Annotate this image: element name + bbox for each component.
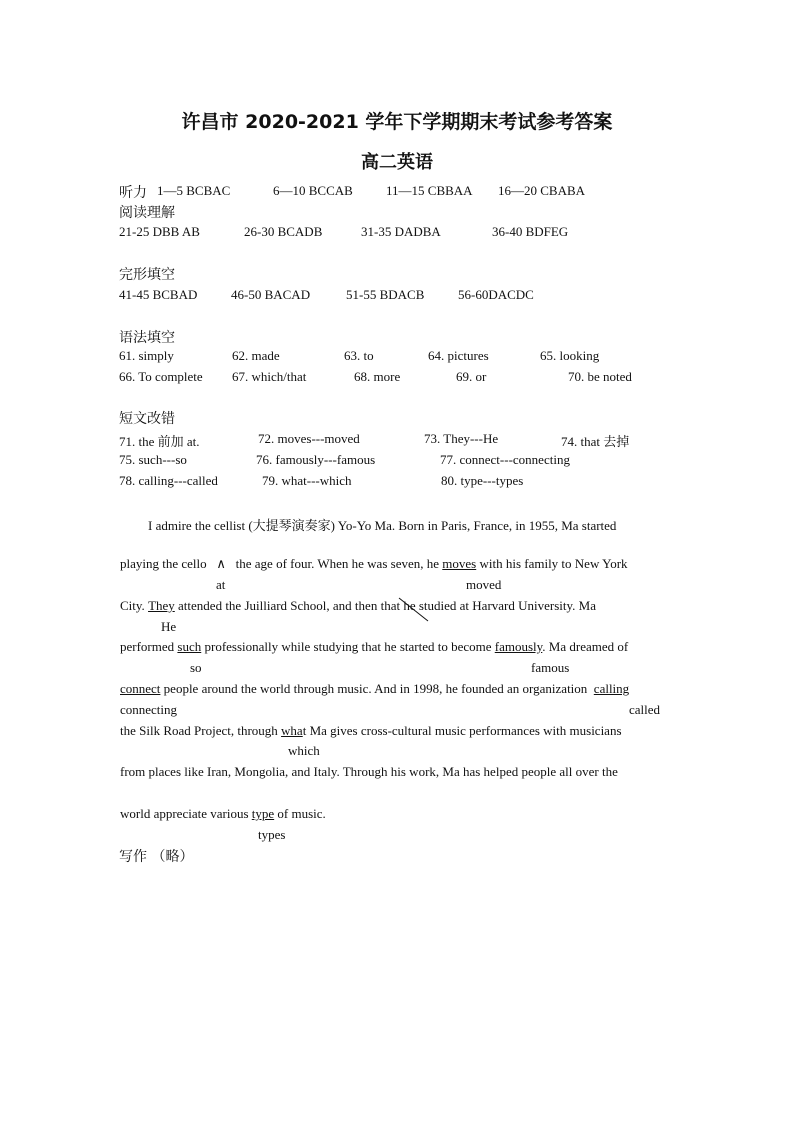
correction-answer: 78. calling---called [119,473,218,488]
error-word: connect [120,681,161,696]
correction-answer: 76. famously---famous [256,452,376,467]
grammar-answer: 64. pictures [428,348,489,363]
grammar-answer: 63. to [344,348,374,363]
cloze-answer: 46-50 BACAD [231,287,311,302]
insert-caret: ∧ [216,556,226,571]
grammar-answer: 66. To complete [119,369,203,384]
cloze-answer: 56-60DACDC [458,287,534,302]
passage-line: world appreciate various type of music. [120,806,326,821]
passage-line: from places like Iran, Mongolia, and Italy. Through his work, Ma has helped people all over the [120,764,618,779]
page-title: 许昌市 2020-2021 学年下学期期末考试参考答案 [181,111,613,133]
listening-answer: 6—10 BCCAB [273,183,353,198]
reading-answer: 21-25 DBB AB [119,224,200,239]
delete-slash-icon [396,596,432,624]
error-word: They [148,598,175,613]
listening-answer: 16—20 CBABA [498,183,586,198]
correction-word: types [258,827,286,842]
correction-answer: 74. that 去掉 [561,434,630,449]
passage-line: City. They attended the Juilliard School, and then that he studied at Harvard University. Ma [120,598,596,613]
correction-word: so [190,660,202,675]
correction-word: connecting [120,702,178,717]
deleted-word: that [380,598,401,613]
correction-answer: 72. moves---moved [258,431,360,446]
correction-word: famous [531,660,570,675]
correction-word: at [216,577,226,592]
grammar-answer: 69. or [456,369,487,384]
error-word: famously [494,639,543,654]
grammar-answer: 67. which/that [232,369,307,384]
passage-line: performed such professionally while studying that he started to become famously. Ma dreamed of [120,639,629,654]
correction-label: 短文改错 [119,411,175,427]
grammar-answer: 68. more [354,369,401,384]
passage-line: playing the cello ∧ the age of four. When he was seven, he moves with his family to New York [120,556,628,571]
reading-answer: 31-35 DADBA [361,224,441,239]
reading-answer: 36-40 BDFEG [492,224,569,239]
listening-answer: 11—15 CBBAA [386,183,473,198]
error-word: calling [593,681,630,696]
listening-answer: 1—5 BCBAC [157,183,231,198]
error-word: moves [442,556,477,571]
correction-word: moved [466,577,502,592]
correction-word: which [288,743,320,758]
correction-answer: 80. type---types [441,473,524,488]
error-word: type [251,806,275,821]
grammar-answer: 70. be noted [568,369,632,384]
page-subtitle: 高二英语 [361,152,433,173]
correction-answer: 73. They---He [424,431,499,446]
reading-answer: 26-30 BCADB [244,224,323,239]
correction-answer: 79. what---which [262,473,352,488]
cloze-answer: 41-45 BCBAD [119,287,198,302]
error-word: such [177,639,202,654]
listening-label: 听力 [119,185,147,201]
passage-line: connect people around the world through music. And in 1998, he founded an organization calling [120,681,630,696]
passage-line: I admire the cellist (大提琴演奏家) Yo-Yo Ma. Born in Paris, France, in 1955, Ma started [148,518,617,533]
cloze-answer: 51-55 BDACB [346,287,425,302]
correction-answer: 75. such---so [119,452,187,467]
correction-answer: 77. connect---connecting [440,452,570,467]
error-word: wha [281,723,303,738]
cloze-label: 完形填空 [119,267,175,283]
reading-label: 阅读理解 [119,205,175,221]
grammar-label: 语法填空 [119,330,175,346]
grammar-answer: 61. simply [119,348,174,363]
passage-line: the Silk Road Project, through what Ma gives cross-cultural music performances with musicians [120,723,622,738]
grammar-answer: 65. looking [540,348,600,363]
grammar-answer: 62. made [232,348,280,363]
correction-word: He [161,619,177,634]
correction-word: called [629,702,661,717]
correction-answer: 71. the 前加 at. [119,434,200,449]
writing-label: 写作 （略） [119,849,194,865]
